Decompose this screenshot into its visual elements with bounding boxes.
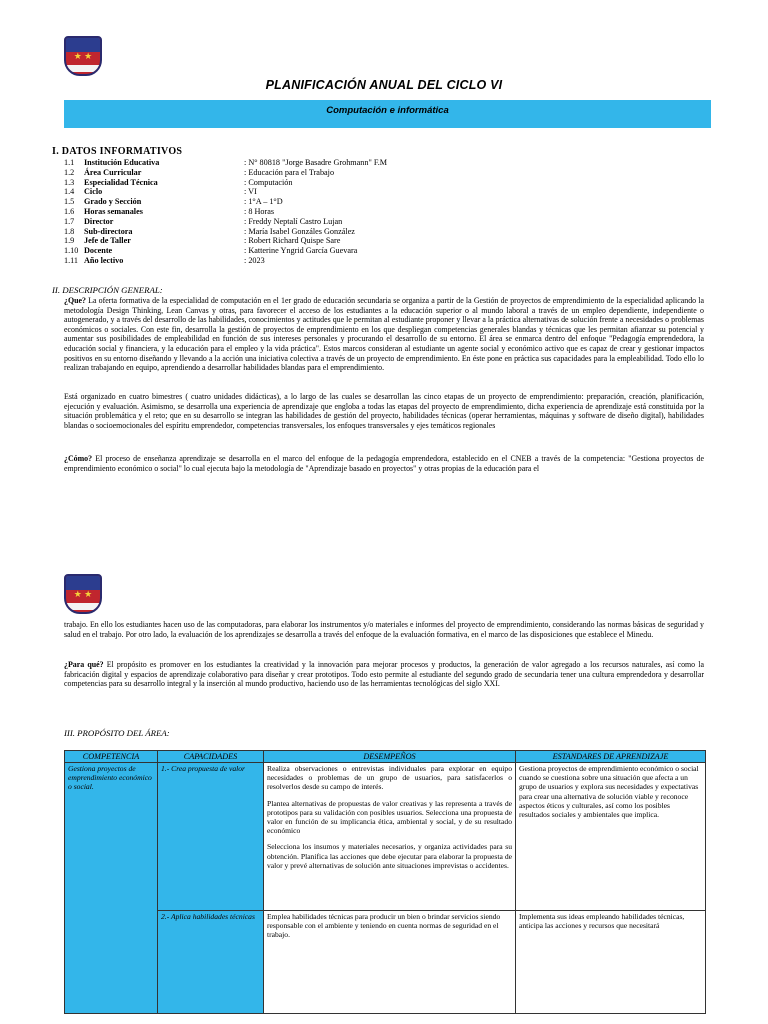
dato-label: Jefe de Taller	[84, 236, 131, 246]
dato-value: : 2023	[244, 255, 265, 265]
capacidad-cell: 1.- Crea propuesta de valor	[158, 763, 264, 911]
dato-number: 1.11	[64, 255, 79, 265]
dato-label: Ciclo	[84, 187, 103, 197]
para-que-label: ¿Para qué?	[64, 660, 104, 669]
dato-row	[64, 177, 293, 188]
dato-label: Institución Educativa	[84, 158, 160, 167]
dato-value: : María Isabel Gonzáles González	[244, 226, 355, 236]
dato-value: : Computación	[244, 177, 293, 187]
estandar-cell: Gestiona proyectos de emprendimiento económico o social cuando se cuestiona sobre una situación que afecta a un grupo de usuarios y explora sus necesidades y expectativas para crear una alternativa de solución viable y reconoce aspectos éticos y culturales, así como los posibles resultados sociales y ambientales que implica.	[516, 763, 706, 911]
subtitle-text: Computación e informática	[326, 105, 449, 116]
dato-value: : 8 Horas	[244, 206, 275, 216]
desempeno-item: Emplea habilidades técnicas para producir un bien o brindar servicios siendo responsable con el ambiente y teniendo en cuenta normas de seguridad en el trabajo.	[267, 912, 501, 940]
dato-label: Año lectivo	[84, 255, 124, 265]
table-row	[65, 911, 706, 1014]
dato-row	[64, 197, 283, 207]
desempeno-item: Plantea alternativas de propuestas de valor creativas y las representa a través de prototipos para su validación con posibles usuarios. Selecciona una propuesta de valor en función de su implicancia ética, ambiental y social, y de su resultado económico	[267, 798, 512, 836]
desempeno-item: Selecciona los insumos y materiales necesarios, y organiza actividades para su obtención. Planifica las acciones que debe ejecutar para elaborar la propuesta de valor y prevé alternativas de solución ante situaciones imprevistas o accidentes.	[267, 842, 512, 870]
dato-number: 1.9	[64, 236, 75, 246]
competencia-cell: Gestiona proyectos de emprendimiento económico o social.	[65, 763, 158, 1014]
dato-row	[64, 187, 257, 197]
proposito-heading: III. PROPÓSITO DEL ÁREA:	[64, 728, 170, 738]
dato-row	[64, 236, 341, 246]
dato-value: : Freddy Neptalí Castro Lujan	[244, 216, 343, 226]
organizado-paragraph: Está organizado en cuatro bimestres ( cuatro unidades didácticas), a lo largo de las cuales se desarrollan las cinco etapas de un proyecto de emprendimiento: preparación, creación, planificación, ejecución y evaluación. Asimismo, se desarrolla una experiencia de aprendizaje que engloba a todas las etapas del proyecto de emprendimiento, dicha experiencia de aprendizaje está constituida por la situación problemática y el reto; que en su desarrollo se integran las habilidades de gestión del proyecto, habilidades técnicas (operar herramientas, máquinas y software de diseño digital), habilidades blandas o socioemocionales del espíritu emprendedor, competencias transversales, los enfoques transversales y ejes temáticos regionales	[64, 392, 704, 430]
dato-row	[64, 206, 275, 217]
dato-number: 1.3	[64, 177, 75, 187]
column-header: ESTANDARES DE APRENDIZAJE	[516, 751, 706, 763]
dato-label: Grado y Sección	[84, 197, 142, 207]
dato-number: 1.4	[64, 187, 75, 197]
datos-heading: I. DATOS INFORMATIVOS	[52, 146, 183, 157]
para-que-text: El propósito es promover en los estudiantes la creatividad y la innovación para mejorar procesos y productos, la generación de valor agregado a los recursos naturales, así como la fabricación digital y espacios de aprendizaje colaborativo para diseñar y crear prototipos. Todo esto permite al estudiante del segundo grado de secundaria tener una cultura emprendedora y desarrollar competencias para su desarrollo integral y la inserción al mundo productivo, haciendo uso de las herramientas tecnológicas del siglo XXI.	[64, 660, 704, 689]
dato-number: 1.2	[64, 167, 75, 177]
dato-number: 1.7	[64, 216, 75, 226]
desempeno-item: Realiza observaciones o entrevistas individuales para explorar en equipo necesidades o problemas de un grupo de usuarios, para satisfacerlos o resolverlos desde su campo de interés.	[267, 764, 512, 792]
dato-value: : Robert Richard Quispe Sare	[244, 236, 341, 246]
column-header: CAPACIDADES	[158, 751, 264, 763]
dato-value: : N° 80818 "Jorge Basadre Grohmann" F.M	[244, 158, 388, 167]
table-header-row	[65, 751, 706, 763]
dato-label: Horas semanales	[84, 206, 143, 216]
que-label: ¿Que?	[64, 296, 86, 305]
dato-label: Área Curricular	[84, 167, 142, 177]
dato-label: Director	[84, 216, 114, 226]
capacidad-cell: 2.- Aplica habilidades técnicas	[158, 911, 264, 1014]
dato-number: 1.6	[64, 206, 75, 216]
como-text: El proceso de enseñanza aprendizaje se desarrolla en el marco del enfoque de la pedagogía emprendedora, establecido en el CNEB a través de la competencia: "Gestiona proyectos de emprendimiento económico o social" lo cual ejecuta bajo la metodología de "Aprendizaje basado en proyectos" y otras propias de la educación para el	[64, 454, 704, 473]
como-paragraph	[64, 454, 704, 473]
dato-row	[64, 226, 355, 237]
dato-number: 1.10	[64, 246, 79, 256]
datos-list	[64, 158, 388, 266]
dato-row	[64, 255, 265, 266]
dato-number: 1.8	[64, 226, 75, 236]
dato-label: Sub-directora	[84, 226, 133, 236]
dato-label: Especialidad Técnica	[84, 177, 158, 187]
school-crest-logo-page2: ★ ★	[64, 574, 102, 614]
para-que-paragraph	[64, 660, 704, 689]
column-header: DESEMPEÑOS	[264, 751, 516, 763]
dato-value: : Katterine Yngrid García Guevara	[244, 246, 358, 256]
estandar-cell: Implementa sus ideas empleando habilidades técnicas, anticipa las acciones y recursos que necesitará	[516, 911, 706, 1014]
column-header: COMPETENCIA	[65, 751, 158, 763]
que-paragraph	[64, 296, 704, 373]
dato-label: Docente	[84, 246, 113, 256]
dato-value: : VI	[244, 187, 257, 197]
que-text: La oferta formativa de la especialidad de computación en el 1er grado de educación secundaria se organiza a partir de la Gestión de proyectos de emprendimiento de la especialidad aplicando la metodología Design Thinking, Lean Canvas y otras, para favorecer el acceso de los estudiantes a la educación superior o al mundo laboral a través de un empleo dependiente, independiente o autogenerado, y a través del desarrollo de las habilidades, conocimientos y actitudes que le permitan al estudiante proponer y llevar a la práctica alternativas de solución frente a necesidades o problemas económicos o sociales. Con este fin, desarrolla la gestión de proyectos de emprendimiento en los que despliegan competencias generales blandas y técnicas que les permitan afianzar su potencial y aumentar sus posibilidades de empleabilidad en función de sus intereses personales y procurando el desarrollo de su entorno. El área se enmarca dentro del enfoque "Pedagogía emprendedora, la educación social y financiera, y la educación para el empleo y la vida práctica". Estos marcos consideran al estudiante un agente social y económico activo que es capaz de crear y gestionar impactos positivos en su entorno diseñando y llevando a la acción una iniciativa colectiva a través de un proyecto de emprendimiento. En éste pone en práctica sus capacidades para la empleabilidad. Todo ello lo realizan trabajando en equipo, aprendiendo a desarrollar habilidades blandas para el emprendimiento.	[64, 296, 704, 373]
dato-number: 1.5	[64, 197, 75, 207]
continuation-paragraph: trabajo. En ello los estudiantes hacen uso de las computadoras, para elaborar los instrumentos y/o materiales e informes del proyecto de emprendimiento, considerando las normas básicas de seguridad y salud en el trabajo. Por otro lado, la evaluación de los aprendizajes se desarrolla a través del enfoque de la evaluación formativa, en el marco de las disposiciones que establece el Minedu.	[64, 620, 704, 639]
subtitle-bar	[64, 100, 711, 128]
dato-value: : 1°A – 1°D	[244, 197, 283, 207]
document-title: PLANIFICACIÓN ANUAL DEL CICLO VI	[265, 78, 503, 92]
table-row	[65, 763, 706, 911]
dato-row	[64, 216, 343, 227]
como-label: ¿Cómo?	[64, 454, 93, 463]
dato-row	[64, 167, 335, 178]
desempenos-cell	[264, 911, 516, 1014]
proposito-table	[64, 750, 706, 1014]
dato-value: : Educación para el Trabajo	[244, 167, 335, 177]
dato-row	[64, 158, 388, 168]
descripcion-heading: II. DESCRIPCIÓN GENERAL:	[52, 285, 163, 295]
dato-row	[64, 246, 358, 256]
school-crest-logo: ★ ★	[64, 36, 102, 76]
dato-number: 1.1	[64, 158, 75, 167]
desempenos-cell	[264, 763, 516, 911]
